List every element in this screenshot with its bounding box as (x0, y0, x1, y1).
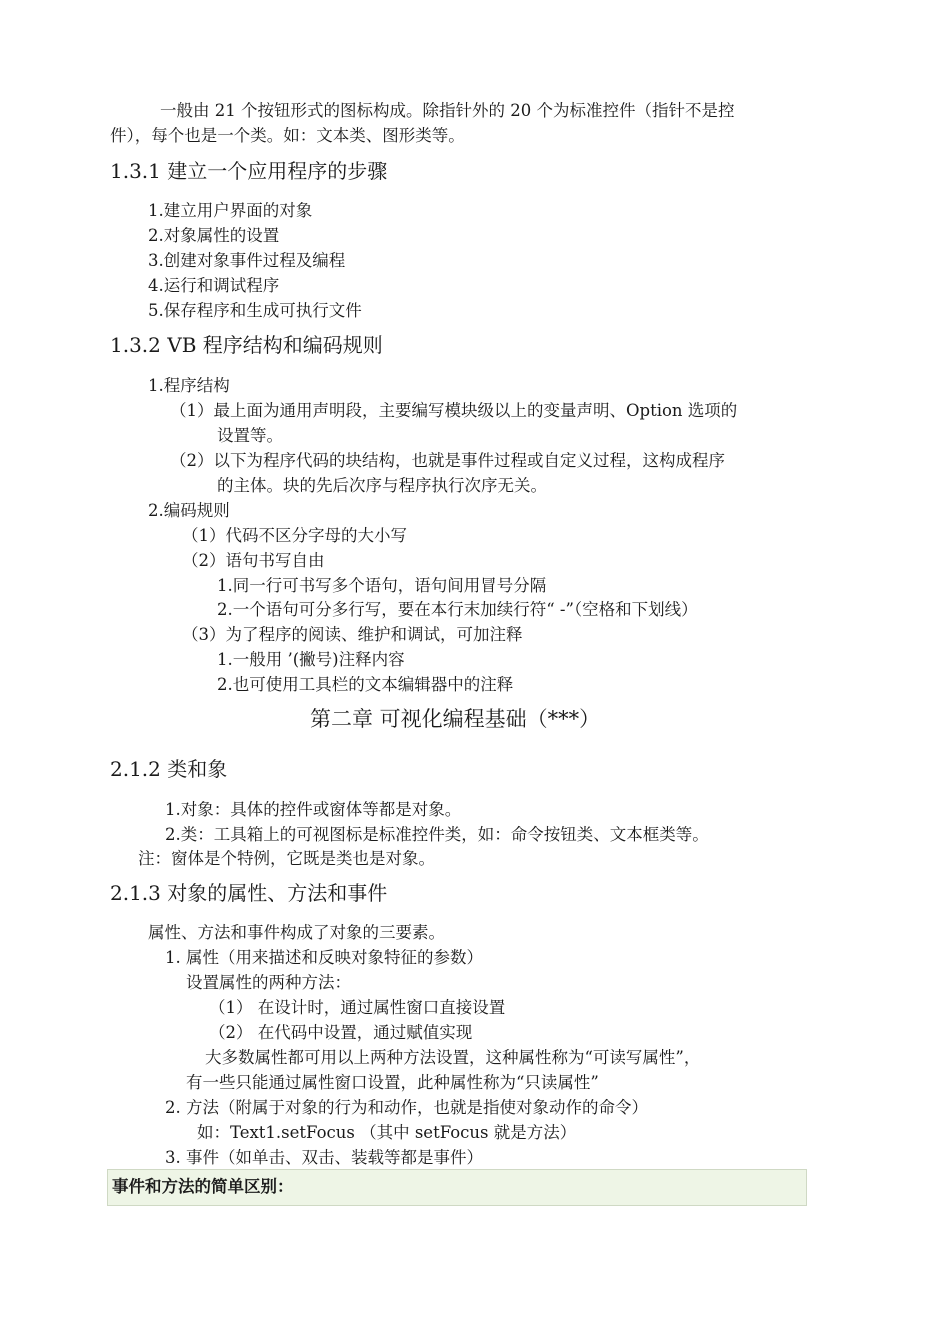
list-item-property: 1. 属性（用来描述和反映对象特征的参数） (165, 948, 483, 967)
subheading-rules: 2.编码规则 (148, 501, 230, 520)
section-heading-1-3-2: 1.3.2 VB 程序结构和编码规则 (110, 333, 383, 357)
property-readonly: 有一些只能通过属性窗口设置，此种属性称为“只读属性” (186, 1073, 599, 1092)
paragraph-intro: 属性、方法和事件构成了对象的三要素。 (148, 923, 445, 942)
section-heading-1-3-1: 1.3.1 建立一个应用程序的步骤 (110, 159, 388, 183)
list-item: 3.创建对象事件过程及编程 (148, 251, 346, 270)
property-method-2: （2） 在代码中设置，通过赋值实现 (209, 1023, 473, 1042)
note: 注：窗体是个特例，它既是类也是对象。 (138, 849, 435, 868)
list-item: 4.运行和调试程序 (148, 276, 280, 295)
rule-item-2a: 1.同一行可书写多个语句，语句间用冒号分隔 (217, 576, 547, 595)
rule-item-3: （3）为了程序的阅读、维护和调试，可加注释 (182, 625, 523, 644)
paragraph-class: 2.类：工具箱上的可视图标是标准控件类，如：命令按钮类、文本框类等。 (165, 825, 709, 844)
property-readwrite: 大多数属性都可用以上两种方法设置，这种属性称为“可读写属性”， (205, 1048, 701, 1067)
rule-item-1: （1）代码不区分字母的大小写 (182, 526, 407, 545)
subheading-structure: 1.程序结构 (148, 376, 230, 395)
list-item: 1.建立用户界面的对象 (148, 201, 313, 220)
structure-item-2: （2）以下为程序代码的块结构，也就是事件过程或自定义过程，这构成程序 (170, 451, 725, 470)
callout-box (107, 1169, 807, 1206)
structure-item-1-cont: 设置等。 (217, 426, 283, 445)
intro-line-2: 件），每个也是一个类。如：文本类、图形类等。 (110, 126, 465, 145)
list-item: 5.保存程序和生成可执行文件 (148, 301, 362, 320)
list-item-method: 2. 方法（附属于对象的行为和动作，也就是指使对象动作的命令） (165, 1098, 648, 1117)
list-item-event: 3. 事件（如单击、双击、装载等都是事件） (165, 1148, 483, 1167)
rule-item-2: （2）语句书写自由 (182, 551, 325, 570)
structure-item-2-cont: 的主体。块的先后次序与程序执行次序无关。 (217, 476, 547, 495)
section-heading-2-1-2: 2.1.2 类和象 (110, 757, 228, 781)
property-subheading: 设置属性的两种方法： (186, 973, 351, 992)
paragraph-object: 1.对象：具体的控件或窗体等都是对象。 (165, 800, 462, 819)
property-method-1: （1） 在设计时，通过属性窗口直接设置 (209, 998, 506, 1017)
rule-item-2b: 2.一个语句可分多行写，要在本行末加续行符“ -”（空格和下划线） (217, 600, 698, 619)
intro-line-1: 一般由 21 个按钮形式的图标构成。除指针外的 20 个为标准控件（指针不是控 (160, 101, 735, 120)
section-heading-2-1-3: 2.1.3 对象的属性、方法和事件 (110, 881, 388, 905)
structure-item-1: （1）最上面为通用声明段，主要编写模块级以上的变量声明、Option 选项的 (170, 401, 738, 420)
rule-item-3a: 1.一般用 ’(撇号)注释内容 (217, 650, 405, 669)
list-item: 2.对象属性的设置 (148, 226, 280, 245)
rule-item-3b: 2.也可使用工具栏的文本编辑器中的注释 (217, 675, 514, 694)
chapter-title: 第二章 可视化编程基础（***） (310, 707, 601, 731)
callout-title: 事件和方法的简单区别： (112, 1177, 294, 1196)
method-example: 如：Text1.setFocus （其中 setFocus 就是方法） (197, 1123, 577, 1142)
